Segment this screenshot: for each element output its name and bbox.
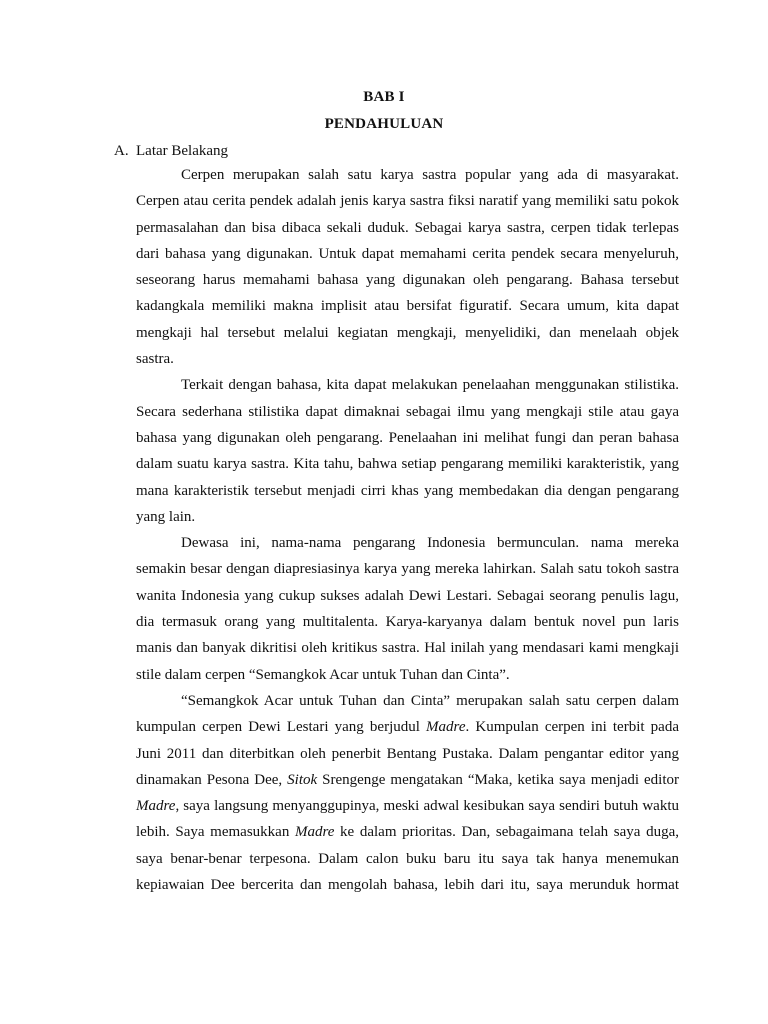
text-line: dinamakan Pesona Dee, Sitok Srengenge mengatakan “Maka, ketika saya menjadi editor [136,771,679,788]
text-line: mana karakteristik tersebut menjadi cirri khas yang membedakan dia dengan pengarang [136,482,679,499]
italic-title: Sitok [287,771,318,788]
text-line: Juni 2011 dan diterbitkan oleh penerbit Bentang Pustaka. Dalam pengantar editor yang [136,745,679,762]
italic-title: Madre [426,719,466,736]
text-line: dalam suatu karya sastra. Kita tahu, bahwa setiap pengarang memiliki karakteristik, yang [136,456,679,473]
text-line: Terkait dengan bahasa, kita dapat melakukan penelaahan menggunakan stilistika. [181,377,679,394]
text-line: kumpulan cerpen Dewi Lestari yang berjudul Madre. Kumpulan cerpen ini terbit pada [136,719,679,736]
text-line: lebih. Saya memasukkan Madre ke dalam prioritas. Dan, sebagaimana telah saya duga, [136,824,679,841]
text-line: seseorang harus memahami bahasa yang digunakan oleh pengarang. Bahasa tersebut [136,272,679,289]
text-line: sastra. [136,351,174,368]
text-line: kepiawaian Dee bercerita dan mengolah bahasa, lebih dari itu, saya merunduk hormat [136,877,679,894]
chapter-number: BAB I [363,89,405,105]
section-marker: A. [114,143,129,159]
text-line: bahasa yang digunakan oleh pengarang. Penelaahan ini melihat fungi dan peran bahasa [136,429,679,446]
italic-title: Madre [136,798,176,815]
text-line: mengkaji hal tersebut melalui kegiatan mengkaji, menyelidiki, dan menelaah objek [136,324,679,341]
text-line: Cerpen merupakan salah satu karya sastra popular yang ada di masyarakat. [181,167,679,183]
text-line: Dewasa ini, nama-nama pengarang Indonesia bermunculan. nama mereka [181,535,679,552]
text-line: kadangkala memiliki makna implisit atau bersifat figuratif. Secara umum, kita dapat [136,298,679,315]
paragraph-4 [136,688,679,898]
text-line: dari bahasa yang digunakan. Untuk dapat memahami cerita pendek secara menyeluruh, [136,245,679,262]
body-text [136,162,679,898]
text-line: saya benar-benar terpesona. Dalam calon buku baru itu saya tak hanya menemukan [136,850,679,867]
paragraph-3 [136,530,679,688]
text-line: Cerpen atau cerita pendek adalah jenis karya sastra fiksi naratif yang memiliki satu pokok [136,193,679,210]
chapter-title: PENDAHULUAN [324,116,444,132]
italic-title: Madre [294,824,335,841]
text-line: yang lain. [136,508,196,525]
text-line: wanita Indonesia yang cukup sukses adalah Dewi Lestari. Sebagai seorang penulis lagu, [136,587,679,604]
paragraph-2 [136,372,679,530]
section-heading [114,143,228,160]
section-title: Latar Belakang [136,143,229,159]
text-line: Secara sederhana stilistika dapat dimaknai sebagai ilmu yang mengkaji stile atau gaya [136,403,679,420]
text-line: stile dalam cerpen “Semangkok Acar untuk Tuhan dan Cinta”. [136,666,510,683]
text-line: manis dan banyak dikritisi oleh kritikus sastra. Hal inilah yang mendasari kami mengkaji [136,640,679,657]
text-line: Madre, saya langsung menyanggupinya, meski adwal kesibukan saya sendiri butuh waktu [136,798,679,815]
paragraph-1 [136,162,679,372]
text-line: permasalahan dan bisa dibaca sekali duduk. Sebagai karya sastra, cerpen tidak terlepas [136,219,679,236]
text-line: “Semangkok Acar untuk Tuhan dan Cinta” merupakan salah satu cerpen dalam [181,692,679,709]
text-line: dia termasuk orang yang multitalenta. Karya-karyanya dalam bentuk novel pun laris [136,614,679,631]
text-line: semakin besar dengan diapresiasinya karya yang mereka lahirkan. Salah satu tokoh sastra [136,561,679,578]
